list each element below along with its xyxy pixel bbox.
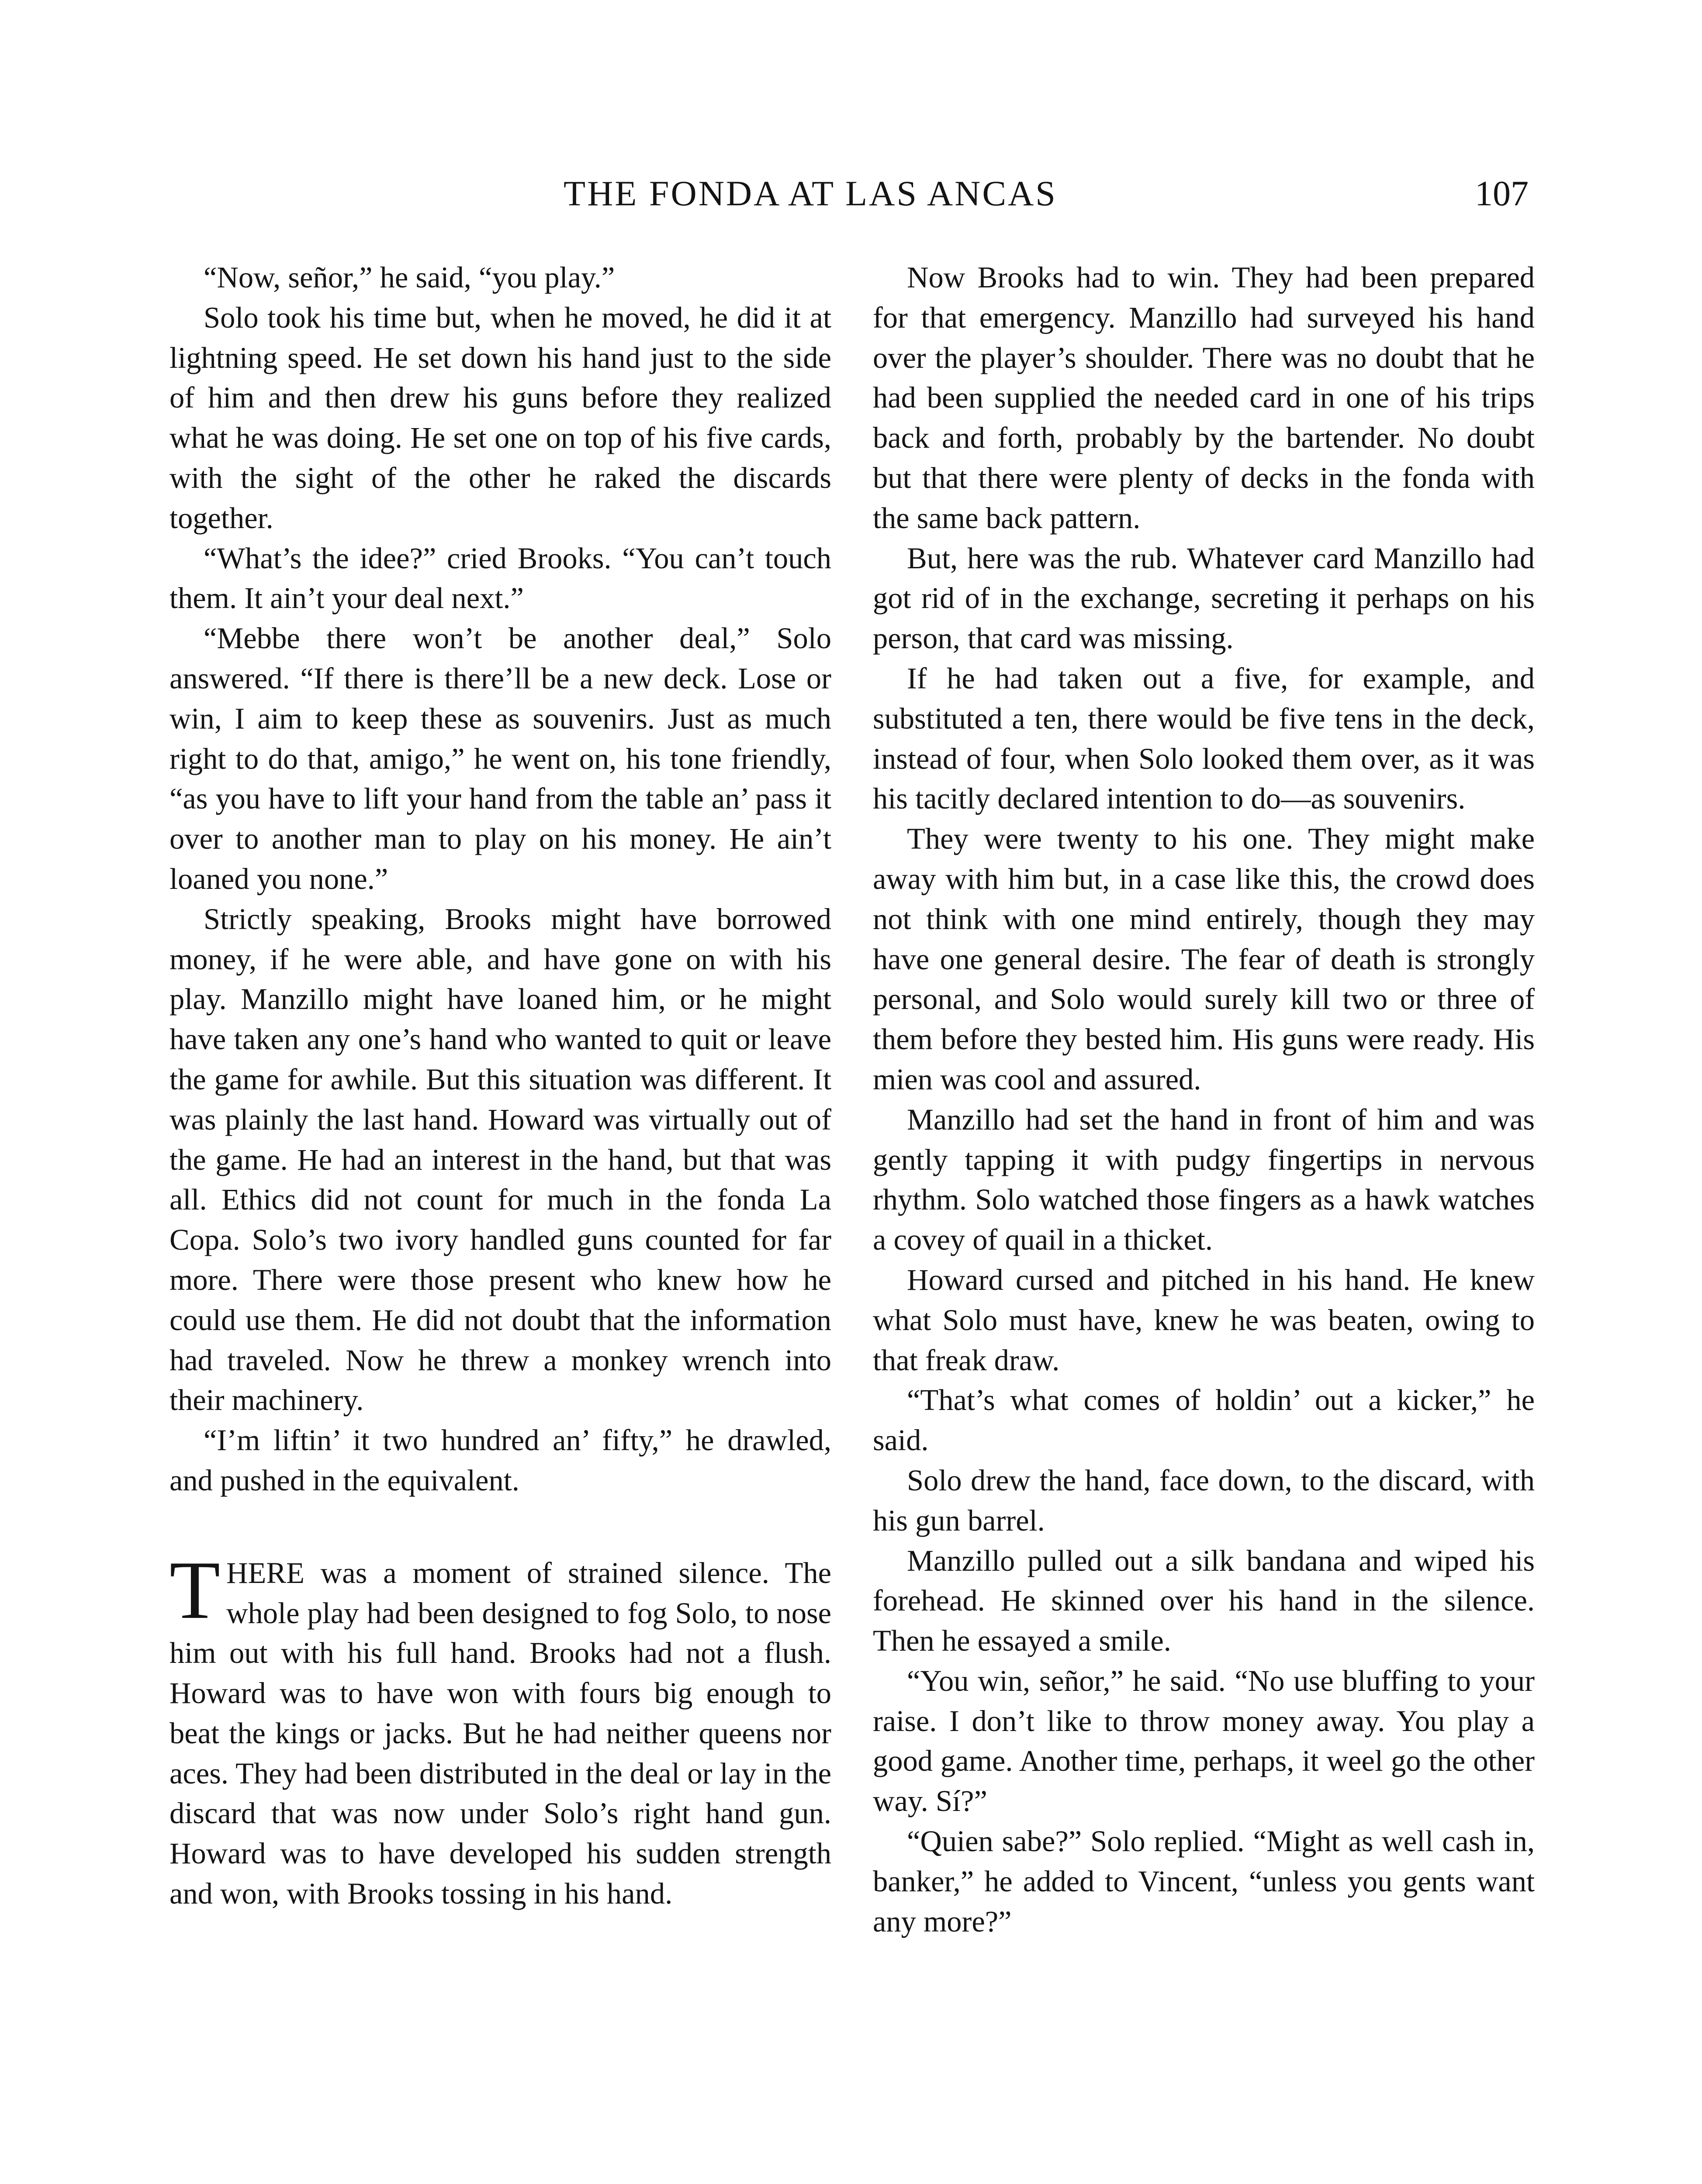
paragraph: Strictly speaking, Brooks might have borrowed money, if he were able, and have gone on with his play. Manzillo might have loaned him, or he might have taken any one’s hand who wanted to quit or leave the game for awhile. But this situation was different. It was plainly the last hand. Howard was virtually out of the game. He had an interest in the hand, but that was all. Ethics did not count for much in the fonda La Copa. Solo’s two ivory handled guns counted for far more. There were those present who knew how he could use them. He did not doubt that the information had traveled. Now he threw a monkey wrench into their machinery. [170,902,831,1417]
paragraph: “Now, señor,” he said, “you play.” [204,261,615,294]
paragraph: But, here was the rub. Whatever card Manzillo had got rid of in the exchange, secreting it perhaps on his person, that card was missing. [873,541,1535,655]
running-title: THE FONDA AT LAS ANCAS [564,173,1057,213]
paragraph: Solo drew the hand, face down, to the discard, with his gun barrel. [873,1463,1535,1537]
paragraph: “That’s what comes of holdin’ out a kicker,” he said. [873,1383,1535,1457]
page-number: 107 [1475,173,1529,213]
paragraph: “What’s the idee?” cried Brooks. “You can’t touch them. It ain’t your deal next.” [170,541,831,615]
paragraph: “You win, señor,” he said. “No use bluffing to your raise. I don’t like to throw money away. You play a good game. Another time, perhaps, it weel go the other way. Sí?” [873,1664,1535,1818]
section-opening-text: HERE was a moment of strained silence. The whole play had been designed to fog Solo, to nose him out with his full hand. Brooks had not a flush. Howard was to have won with fours big enough to beat the kings or jacks. But he had neither queens nor aces. They had been distributed in the deal or lay in the discard that was now under Solo’s right hand gun. Howard was to have developed his sudden strength and won, with Brooks tossing in his hand. [170,1556,831,1911]
paragraph: “Quien sabe?” Solo replied. “Might as well cash in, banker,” he added to Vincent, “unless you gents want any more?” [873,1825,1535,1938]
right-column [873,258,1535,1942]
paragraph: Manzillo pulled out a silk bandana and wiped his forehead. He skinned over his hand in the silence. Then he essayed a smile. [873,1544,1535,1658]
drop-cap: T [170,1544,221,1636]
paragraph: “Mebbe there won’t be another deal,” Solo answered. “If there is there’ll be a new deck. Lose or win, I aim to keep these as souvenirs. Just as much right to do that, amigo,” he went on, his tone friendly, “as you have to lift your hand from the table an’ pass it over to another man to play on his money. He ain’t loaned you none.” [170,622,831,895]
paragraph: Now Brooks had to win. They had been prepared for that emergency. Manzillo had surveyed his hand over the player’s shoulder. There was no doubt that he had been supplied the needed card in one of his trips back and forth, probably by the bartender. No doubt but that there were plenty of decks in the fonda with the same back pattern. [873,261,1535,535]
left-column [170,258,831,1914]
paragraph: Howard cursed and pitched in his hand. He knew what Solo must have, knew he was beaten, owing to that freak draw. [873,1263,1535,1377]
section-opening-paragraph [170,1544,831,1914]
paragraph: If he had taken out a five, for example, and substituted a ten, there would be five tens in the deck, instead of four, when Solo looked them over, as it was his tacitly declared intention to do—as souvenirs. [873,661,1535,816]
paragraph: Solo took his time but, when he moved, he did it at lightning speed. He set down his hand just to the side of him and then drew his guns before they realized what he was doing. He set one on top of his five cards, with the sight of the other he raked the discards together. [170,301,831,535]
running-head [0,169,1702,218]
paragraph: Manzillo had set the hand in front of him and was gently tapping it with pudgy fingertips in nervous rhythm. Solo watched those fingers as a hawk watches a covey of quail in a thicket. [873,1102,1535,1257]
paragraph: “I’m liftin’ it two hundred an’ fifty,” he drawled, and pushed in the equivalent. [170,1424,831,1497]
paragraph: They were twenty to his one. They might make away with him but, in a case like this, the crowd does not think with one mind entirely, though they may have one general desire. The fear of death is strongly personal, and Solo would surely kill two or three of them before they bested him. His guns were ready. His mien was cool and assured. [873,822,1535,1096]
